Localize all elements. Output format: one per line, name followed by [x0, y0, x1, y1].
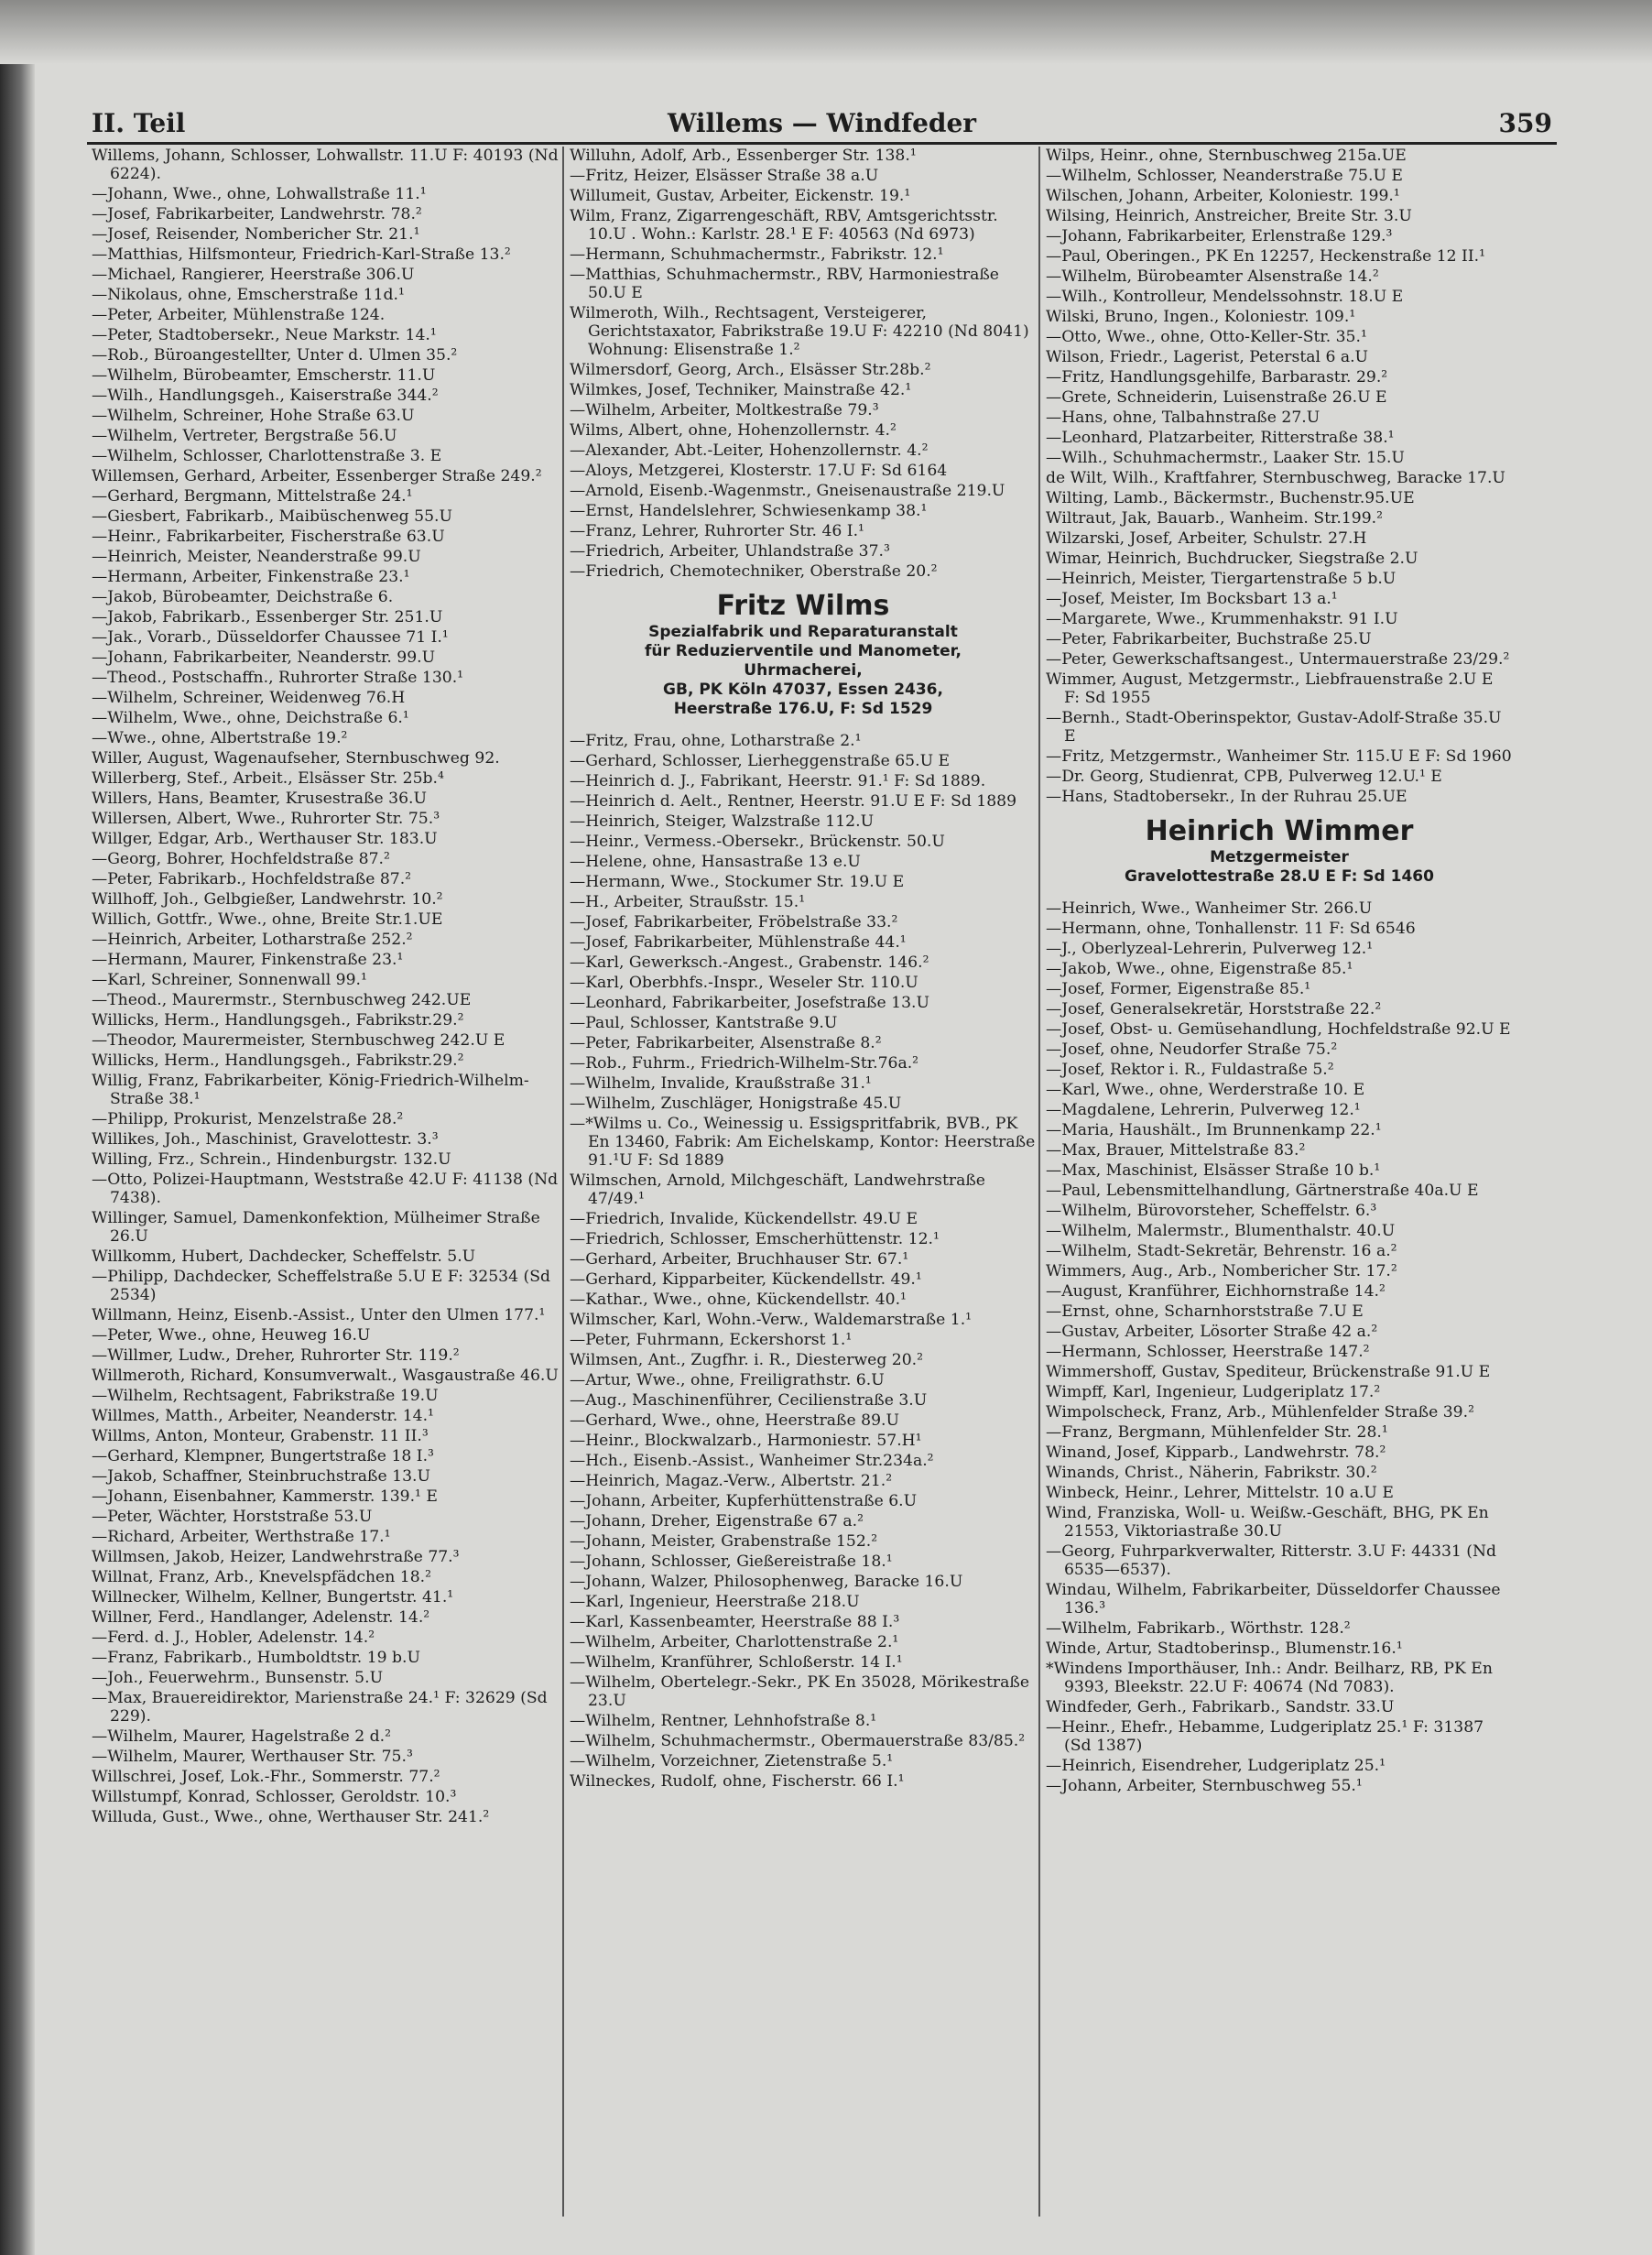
directory-entry: —Philipp, Prokurist, Menzelstraße 28.²	[92, 1110, 404, 1128]
directory-entry: —Nikolaus, ohne, Emscherstraße 11d.¹	[92, 286, 405, 304]
directory-entry: —Heinrich d. J., Fabrikant, Heerstr. 91.¹ F: Sd 1889.	[570, 772, 986, 790]
directory-entry: —Hermann, Maurer, Finkenstraße 23.¹	[92, 951, 404, 969]
directory-entry: —Jakob, Schaffner, Steinbruchstraße 13.U	[92, 1467, 430, 1486]
directory-entry: —Johann, Walzer, Philosophenweg, Baracke 16.U	[570, 1573, 963, 1591]
directory-entry: Wimmer, August, Metzgermstr., Liebfrauenstraße 2.U E F: Sd 1955	[1046, 670, 1494, 707]
directory-entry: —Leonhard, Platzarbeiter, Ritterstraße 38.¹	[1046, 429, 1395, 447]
directory-entry: —Leonhard, Fabrikarbeiter, Josefstraße 13.U	[570, 994, 929, 1012]
directory-entry: —Heinrich, Steiger, Walzstraße 112.U	[570, 812, 875, 831]
directory-entry: —Georg, Bohrer, Hochfeldstraße 87.²	[92, 850, 390, 868]
directory-entry: —Karl, Wwe., ohne, Werderstraße 10. E	[1046, 1081, 1365, 1099]
header-rule	[87, 142, 1557, 145]
directory-entry: —Wilh., Kontrolleur, Mendelssohnstr. 18.U E	[1046, 288, 1404, 306]
column-2	[570, 147, 1037, 2226]
directory-entry: Wimpff, Karl, Ingenieur, Ludgeriplatz 17.²	[1046, 1383, 1381, 1401]
directory-entry: —Karl, Gewerksch.-Angest., Grabenstr. 146.²	[570, 953, 929, 972]
directory-entry: —Theodor, Maurermeister, Sternbuschweg 242.U E	[92, 1031, 505, 1050]
directory-entry: —August, Kranführer, Eichhornstraße 14.²	[1046, 1282, 1386, 1301]
directory-entry: Willstumpf, Konrad, Schlosser, Geroldstr. 10.³	[92, 1788, 457, 1806]
directory-entry: —Hans, Stadtobersekr., In der Ruhrau 25.UE	[1046, 788, 1407, 806]
directory-entry: Willmsen, Jakob, Heizer, Landwehrstraße 77.³	[92, 1548, 460, 1566]
directory-entry: —Grete, Schneiderin, Luisenstraße 26.U E	[1046, 388, 1387, 407]
directory-entry: —Wilhelm, Bürobeamter Alsenstraße 14.²	[1046, 267, 1379, 286]
directory-entry: —Ernst, ohne, Scharnhorststraße 7.U E	[1046, 1302, 1364, 1321]
directory-entry: —Richard, Arbeiter, Werthstraße 17.¹	[92, 1528, 391, 1546]
ad-business-name: Heinrich Wimmer	[1145, 815, 1414, 847]
directory-entry: —Wilhelm, Invalide, Kraußstraße 31.¹	[570, 1074, 872, 1093]
directory-entry: —Wilhelm, Schlosser, Charlottenstraße 3. E	[92, 447, 442, 465]
ad-line: Spezialfabrik und Reparaturanstalt	[648, 623, 958, 641]
directory-entry: —Helene, ohne, Hansastraße 13 e.U	[570, 853, 861, 871]
directory-entry: —Peter, Fabrikarb., Hochfeldstraße 87.²	[92, 870, 412, 888]
book-spine-shadow	[0, 0, 35, 2255]
directory-entry: —Philipp, Dachdecker, Scheffelstraße 5.U E F: 32534 (Sd 2534)	[92, 1268, 550, 1304]
directory-entry: —Josef, Obst- u. Gemüsehandlung, Hochfeldstraße 92.U E	[1046, 1020, 1511, 1039]
directory-entry: —Wilhelm, Fabrikarb., Wörthstr. 128.²	[1046, 1619, 1351, 1638]
directory-entry: —Karl, Schreiner, Sonnenwall 99.¹	[92, 971, 367, 989]
directory-entry: —Wilhelm, Zuschläger, Honigstraße 45.U	[570, 1095, 902, 1113]
directory-entry: —Hermann, ohne, Tonhallenstr. 11 F: Sd 6546	[1046, 920, 1416, 938]
directory-entry: —Heinrich, Magaz.-Verw., Albertstr. 21.²	[570, 1472, 893, 1490]
directory-entry: —Hermann, Wwe., Stockumer Str. 19.U E	[570, 873, 905, 891]
directory-entry: —Heinrich, Wwe., Wanheimer Str. 266.U	[1046, 899, 1373, 918]
directory-entry: Wilmsen, Ant., Zugfhr. i. R., Diesterweg 20.²	[570, 1351, 924, 1369]
directory-entry: —Josef, Meister, Im Bocksbart 13 a.¹	[1046, 590, 1338, 608]
directory-entry: —Hermann, Arbeiter, Finkenstraße 23.¹	[92, 568, 410, 586]
directory-entry: —Wilhelm, Maurer, Hagelstraße 2 d.²	[92, 1727, 392, 1746]
directory-entry: —Wilhelm, Arbeiter, Moltkestraße 79.³	[570, 401, 879, 419]
directory-entry: Willger, Edgar, Arb., Werthauser Str. 183.U	[92, 830, 438, 848]
directory-entry: —Fritz, Frau, ohne, Lotharstraße 2.¹	[570, 732, 862, 750]
directory-entry: Willmes, Matth., Arbeiter, Neanderstr. 14.¹	[92, 1407, 434, 1425]
directory-entry: Wiltraut, Jak, Bauarb., Wanheim. Str.199.²	[1046, 509, 1383, 528]
directory-entry: —Peter, Stadtobersekr., Neue Markstr. 14.¹	[92, 326, 437, 344]
business-advertisement	[570, 590, 1037, 719]
column-divider	[1038, 147, 1040, 2217]
directory-entry: —Heinr., Fabrikarbeiter, Fischerstraße 63.U	[92, 528, 445, 546]
directory-entry: Willschrei, Josef, Lok.-Fhr., Sommerstr. 77.²	[92, 1768, 440, 1786]
directory-entry: —Ferd. d. J., Hobler, Adelenstr. 14.²	[92, 1629, 375, 1647]
directory-entry: Windfeder, Gerh., Fabrikarb., Sandstr. 33.U	[1046, 1698, 1395, 1716]
directory-entry: Willkomm, Hubert, Dachdecker, Scheffelstr. 5.U	[92, 1247, 476, 1266]
directory-entry: —Rob., Büroangestellter, Unter d. Ulmen 35.²	[92, 346, 458, 365]
directory-entry: —Gerhard, Wwe., ohne, Heerstraße 89.U	[570, 1411, 899, 1430]
directory-entry: —Wilhelm, Stadt-Sekretär, Behrenstr. 16 a.²	[1046, 1242, 1397, 1260]
directory-entry: —Paul, Lebensmittelhandlung, Gärtnerstraße 40a.U E	[1046, 1182, 1479, 1200]
directory-entry: —Peter, Fuhrmann, Eckershorst 1.¹	[570, 1331, 853, 1349]
directory-entry: —Hch., Eisenb.-Assist., Wanheimer Str.234a.²	[570, 1452, 934, 1470]
directory-entry: —Peter, Gewerkschaftsangest., Untermauerstraße 23/29.²	[1046, 650, 1510, 669]
directory-entry: Wilmscher, Karl, Wohn.-Verw., Waldemarstraße 1.¹	[570, 1311, 973, 1329]
directory-entry: —Wilhelm, Vorzeichner, Zietenstraße 5.¹	[570, 1752, 894, 1770]
directory-entry: —Fritz, Metzgermstr., Wanheimer Str. 115.U E F: Sd 1960	[1046, 747, 1512, 766]
directory-entry: —Jakob, Bürobeamter, Deichstraße 6.	[92, 588, 394, 606]
directory-entry: Winand, Josef, Kipparb., Landwehrstr. 78.²	[1046, 1443, 1386, 1462]
directory-entry: —Wilhelm, Schreiner, Hohe Straße 63.U	[92, 407, 415, 425]
directory-entry: —Joh., Feuerwehrm., Bunsenstr. 5.U	[92, 1669, 384, 1687]
directory-entry: Willers, Hans, Beamter, Krusestraße 36.U	[92, 790, 427, 808]
directory-entry: —Max, Brauer, Mittelstraße 83.²	[1046, 1141, 1306, 1160]
directory-entry: —Paul, Schlosser, Kantstraße 9.U	[570, 1014, 838, 1032]
directory-entry: Willmann, Heinz, Eisenb.-Assist., Unter den Ulmen 177.¹	[92, 1306, 546, 1324]
directory-entry: —Aloys, Metzgerei, Klosterstr. 17.U F: Sd 6164	[570, 462, 948, 480]
directory-entry: —Ernst, Handelslehrer, Schwiesenkamp 38.¹	[570, 502, 928, 520]
page-number: 359	[1498, 108, 1552, 138]
directory-entry: —Wilhelm, Maurer, Werthauser Str. 75.³	[92, 1748, 413, 1766]
directory-entry: Willerberg, Stef., Arbeit., Elsässer Str. 25b.⁴	[92, 769, 444, 788]
directory-entry: Wilm, Franz, Zigarrengeschäft, RBV, Amtsgerichtsstr. 10.U . Wohn.: Karlstr. 28.¹ E F: 40563 (Nd 6973)	[570, 207, 998, 244]
directory-entry: Wimpolscheck, Franz, Arb., Mühlenfelder Straße 39.²	[1046, 1403, 1474, 1422]
directory-entry: —Michael, Rangierer, Heerstraße 306.U	[92, 266, 415, 284]
ad-line: Gravelottestraße 28.U E F: Sd 1460	[1125, 867, 1434, 886]
directory-entry: —Kathar., Wwe., ohne, Kückendellstr. 40.¹	[570, 1291, 907, 1309]
business-advertisement	[1046, 815, 1513, 887]
directory-entry: —Theod., Maurermstr., Sternbuschweg 242.UE	[92, 991, 472, 1009]
directory-entry: —Otto, Polizei-Hauptmann, Weststraße 42.U F: 41138 (Nd 7438).	[92, 1171, 559, 1207]
directory-entry: —Wilhelm, Bürovorsteher, Scheffelstr. 6.³	[1046, 1202, 1377, 1220]
directory-entry: Wilms, Albert, ohne, Hohenzollernstr. 4.²	[570, 421, 897, 440]
directory-entry: —J., Oberlyzeal-Lehrerin, Pulverweg 12.¹	[1046, 940, 1374, 958]
directory-entry: Wilting, Lamb., Bäckermstr., Buchenstr.95.UE	[1046, 489, 1415, 507]
directory-entry: —Wilhelm, Rentner, Lehnhofstraße 8.¹	[570, 1712, 877, 1730]
directory-entry: —Wilhelm, Schreiner, Weidenweg 76.H	[92, 689, 406, 707]
directory-entry: —Gerhard, Klempner, Bungertstraße 18 I.³	[92, 1447, 434, 1465]
directory-entry: Winbeck, Heinr., Lehrer, Mittelstr. 10 a.U E	[1046, 1484, 1394, 1502]
directory-entry: Willms, Anton, Monteur, Grabenstr. 11 II.³	[92, 1427, 429, 1445]
directory-entry: Wilmschen, Arnold, Milchgeschäft, Landwehrstraße 47/49.¹	[570, 1171, 985, 1208]
directory-entry: —Karl, Ingenieur, Heerstraße 218.U	[570, 1593, 860, 1611]
ad-line: Heerstraße 176.U, F: Sd 1529	[673, 700, 933, 718]
directory-entry: —Friedrich, Invalide, Kückendellstr. 49.U E	[570, 1210, 918, 1228]
entry-range: Willems — Windfeder	[667, 108, 977, 138]
directory-entry: —Maria, Haushält., Im Brunnenkamp 22.¹	[1046, 1121, 1382, 1139]
directory-entry: Wilski, Bruno, Ingen., Koloniestr. 109.¹	[1046, 308, 1356, 326]
directory-entry: —Wilh., Schuhmachermstr., Laaker Str. 15.U	[1046, 449, 1405, 467]
directory-entry: —Peter, Fabrikarbeiter, Alsenstraße 8.²	[570, 1034, 882, 1052]
directory-entry: —Johann, Arbeiter, Kupferhüttenstraße 6.U	[570, 1492, 918, 1510]
directory-entry: —Giesbert, Fabrikarb., Maibüschenweg 55.U	[92, 507, 452, 526]
directory-entry: —Franz, Bergmann, Mühlenfelder Str. 28.¹	[1046, 1423, 1388, 1442]
directory-entry: —Johann, Wwe., ohne, Lohwallstraße 11.¹	[92, 185, 427, 203]
directory-entry: Willing, Frz., Schrein., Hindenburgstr. 132.U	[92, 1150, 451, 1169]
directory-entry: —Aug., Maschinenführer, Cecilienstraße 3.U	[570, 1391, 928, 1410]
directory-entry: —*Wilms u. Co., Weinessig u. Essigspritfabrik, BVB., PK En 13460, Fabrik: Am Eichelskamp, Kontor: Heerstraße 91.¹U F: Sd 1889	[570, 1115, 1036, 1170]
directory-entry: Wilmeroth, Wilh., Rechtsagent, Versteigerer, Gerichtstaxator, Fabrikstraße 19.U F: 42210 (Nd 8041) Wohnung: Elisenstraße 1.²	[570, 304, 1029, 359]
directory-entry: de Wilt, Wilh., Kraftfahrer, Sternbuschweg, Baracke 17.U	[1046, 469, 1505, 487]
directory-entry: —Otto, Wwe., ohne, Otto-Keller-Str. 35.¹	[1046, 328, 1367, 346]
directory-entry: —Heinrich, Meister, Neanderstraße 99.U	[92, 548, 421, 566]
directory-entry: —Paul, Oberingen., PK En 12257, Heckenstraße 12 II.¹	[1046, 247, 1485, 266]
directory-entry: Willersen, Albert, Wwe., Ruhrorter Str. 75.³	[92, 810, 440, 828]
directory-entry: —Rob., Fuhrm., Friedrich-Wilhelm-Str.76a.²	[570, 1054, 919, 1073]
directory-entry: —Matthias, Schuhmachermstr., RBV, Harmoniestraße 50.U E	[570, 266, 999, 302]
directory-entry: —Heinrich, Arbeiter, Lotharstraße 252.²	[92, 931, 413, 949]
directory-entry: —Jakob, Fabrikarb., Essenberger Str. 251.U	[92, 608, 443, 626]
part-label: II. Teil	[92, 108, 186, 138]
directory-entry: —Alexander, Abt.-Leiter, Hohenzollernstr. 4.²	[570, 441, 929, 460]
directory-entry: —Heinrich, Eisendreher, Ludgeriplatz 25.¹	[1046, 1757, 1386, 1775]
directory-entry: Willicks, Herm., Handlungsgeh., Fabrikstr.29.²	[92, 1051, 464, 1070]
directory-entry: —Johann, Dreher, Eigenstraße 67 a.²	[570, 1512, 864, 1531]
directory-entry: —Wilh., Handlungsgeh., Kaiserstraße 344.²	[92, 387, 439, 405]
directory-entry: Willemsen, Gerhard, Arbeiter, Essenberger Straße 249.²	[92, 467, 542, 485]
directory-entry: —Josef, Reisender, Nombericher Str. 21.¹	[92, 225, 420, 244]
directory-entry: Wilmkes, Josef, Techniker, Mainstraße 42.¹	[570, 381, 912, 399]
directory-entry: Willer, August, Wagenaufseher, Sternbuschweg 92.	[92, 749, 500, 768]
column-1	[92, 147, 559, 2226]
directory-entry: —Heinr., Vermess.-Obersekr., Brückenstr. 50.U	[570, 833, 945, 851]
directory-entry: —Johann, Arbeiter, Sternbuschweg 55.¹	[1046, 1777, 1363, 1795]
directory-entry: Willumeit, Gustav, Arbeiter, Eickenstr. 19.¹	[570, 187, 911, 205]
directory-entry: Windau, Wilhelm, Fabrikarbeiter, Düsseldorfer Chaussee 136.³	[1046, 1581, 1501, 1618]
directory-entry: —Arnold, Eisenb.-Wagenmstr., Gneisenaustraße 219.U	[570, 482, 1005, 500]
directory-entry: —Wilhelm, Schlosser, Neanderstraße 75.U E	[1046, 167, 1403, 185]
directory-entry: —Magdalene, Lehrerin, Pulverweg 12.¹	[1046, 1101, 1361, 1119]
directory-entry: *Windens Importhäuser, Inh.: Andr. Beilharz, RB, PK En 9393, Bleekstr. 22.U F: 40674 (Nd 7083).	[1046, 1660, 1493, 1696]
ad-business-name: Fritz Wilms	[716, 590, 890, 622]
ad-line: für Reduzierventile und Manometer,	[645, 642, 962, 660]
directory-entry: Wilson, Friedr., Lagerist, Peterstal 6 a.U	[1046, 348, 1369, 366]
directory-entry: —Artur, Wwe., ohne, Freiligrathstr. 6.U	[570, 1371, 885, 1389]
directory-entry: Willikes, Joh., Maschinist, Gravelottestr. 3.³	[92, 1130, 439, 1149]
directory-entry: —Josef, Fabrikarbeiter, Mühlenstraße 44.¹	[570, 933, 907, 952]
directory-entry: —Josef, Fabrikarbeiter, Landwehrstr. 78.²	[92, 205, 422, 223]
directory-entry: Willicks, Herm., Handlungsgeh., Fabrikstr.29.²	[92, 1011, 464, 1029]
directory-entry: —Peter, Fabrikarbeiter, Buchstraße 25.U	[1046, 630, 1372, 648]
directory-entry: —Franz, Lehrer, Ruhrorter Str. 46 I.¹	[570, 522, 864, 540]
directory-entry: —Bernh., Stadt-Oberinspektor, Gustav-Adolf-Straße 35.U E	[1046, 709, 1502, 746]
directory-entry: —Heinrich d. Aelt., Rentner, Heerstr. 91.U E F: Sd 1889	[570, 792, 1017, 811]
ad-line: Metzgermeister	[1210, 848, 1349, 866]
directory-entry: —Theod., Postschaffn., Ruhrorter Straße 130.¹	[92, 669, 464, 687]
directory-entry: —Dr. Georg, Studienrat, CPB, Pulverweg 12.U.¹ E	[1046, 768, 1442, 786]
directory-entry: Willhoff, Joh., Gelbgießer, Landwehrstr. 10.²	[92, 890, 443, 909]
directory-entry: —Heinr., Ehefr., Hebamme, Ludgeriplatz 25.¹ F: 31387 (Sd 1387)	[1046, 1718, 1484, 1755]
directory-entry: —H., Arbeiter, Straußstr. 15.¹	[570, 893, 806, 911]
directory-entry: —Georg, Fuhrparkverwalter, Ritterstr. 3.U F: 44331 (Nd 6535—6537).	[1046, 1542, 1497, 1579]
directory-entry: —Josef, ohne, Neudorfer Straße 75.²	[1046, 1040, 1338, 1059]
directory-entry: Wilneckes, Rudolf, ohne, Fischerstr. 66 I.¹	[570, 1772, 905, 1791]
directory-entry: Wind, Franziska, Woll- u. Weißw.-Geschäft, BHG, PK En 21553, Viktoriastraße 30.U	[1046, 1504, 1489, 1541]
directory-entry: Willnecker, Wilhelm, Kellner, Bungertstr. 41.¹	[92, 1588, 454, 1607]
directory-entry: —Wilhelm, Malermstr., Blumenthalstr. 40.U	[1046, 1222, 1396, 1240]
directory-entry: —Franz, Fabrikarb., Humboldtstr. 19 b.U	[92, 1649, 420, 1667]
directory-entry: —Wilhelm, Wwe., ohne, Deichstraße 6.¹	[92, 709, 409, 727]
directory-entry: Wilzarski, Josef, Arbeiter, Schulstr. 27.H	[1046, 529, 1367, 548]
directory-entry: —Jakob, Wwe., ohne, Eigenstraße 85.¹	[1046, 960, 1353, 978]
directory-entry: —Gustav, Arbeiter, Lösorter Straße 42 a.²	[1046, 1323, 1378, 1341]
directory-entry: Wimmers, Aug., Arb., Nombericher Str. 17.²	[1046, 1262, 1397, 1280]
directory-entry: —Wilhelm, Bürobeamter, Emscherstr. 11.U	[92, 366, 436, 385]
ad-line: Uhrmacherei,	[744, 661, 863, 680]
directory-entry: Willuda, Gust., Wwe., ohne, Werthauser Str. 241.²	[92, 1808, 490, 1826]
directory-entry: —Karl, Oberbhfs.-Inspr., Weseler Str. 110.U	[570, 974, 918, 992]
directory-entry: —Wilhelm, Schuhmachermstr., Obermauerstraße 83/85.²	[570, 1732, 1026, 1750]
directory-entry: —Wilhelm, Obertelegr.-Sekr., PK En 35028, Mörikestraße 23.U	[570, 1673, 1030, 1710]
directory-entry: —Wilhelm, Rechtsagent, Fabrikstraße 19.U	[92, 1387, 439, 1405]
directory-entry: Willnat, Franz, Arb., Knevelspfädchen 18.²	[92, 1568, 431, 1586]
directory-entry: —Peter, Wächter, Horststraße 53.U	[92, 1508, 373, 1526]
directory-entry: —Josef, Former, Eigenstraße 85.¹	[1046, 980, 1311, 998]
directory-entry: Wilmersdorf, Georg, Arch., Elsässer Str.28b.²	[570, 361, 931, 379]
directory-entry: —Hans, ohne, Talbahnstraße 27.U	[1046, 409, 1321, 427]
directory-entry: —Johann, Fabrikarbeiter, Neanderstr. 99.U	[92, 648, 436, 667]
directory-entry: —Willmer, Ludw., Dreher, Ruhrorter Str. 119.²	[92, 1346, 460, 1365]
directory-entry: —Josef, Rektor i. R., Fuldastraße 5.²	[1046, 1061, 1334, 1079]
directory-entry: —Jak., Vorarb., Düsseldorfer Chaussee 71 I.¹	[92, 628, 449, 647]
directory-entry: —Wilhelm, Vertreter, Bergstraße 56.U	[92, 427, 397, 445]
directory-entry: —Fritz, Handlungsgehilfe, Barbarastr. 29.²	[1046, 368, 1388, 387]
directory-entry: —Heinr., Blockwalzarb., Harmoniestr. 57.H¹	[570, 1432, 922, 1450]
directory-entry: Willig, Franz, Fabrikarbeiter, König-Friedrich-Wilhelm-Straße 38.¹	[92, 1072, 529, 1108]
directory-entry: —Friedrich, Schlosser, Emscherhüttenstr. 12.¹	[570, 1230, 940, 1248]
directory-entry: —Gerhard, Arbeiter, Bruchhauser Str. 67.¹	[570, 1250, 909, 1269]
directory-entry: —Peter, Wwe., ohne, Heuweg 16.U	[92, 1326, 371, 1345]
directory-entry: Wilps, Heinr., ohne, Sternbuschweg 215a.UE	[1046, 147, 1407, 165]
directory-entry: Willner, Ferd., Handlanger, Adelenstr. 14.²	[92, 1608, 430, 1627]
directory-entry: Willinger, Samuel, Damenkonfektion, Mülheimer Straße 26.U	[92, 1209, 540, 1246]
directory-entry: —Josef, Generalsekretär, Horststraße 22.²	[1046, 1000, 1382, 1019]
directory-entry: —Karl, Kassenbeamter, Heerstraße 88 I.³	[570, 1613, 900, 1631]
directory-entry: —Max, Maschinist, Elsässer Straße 10 b.¹	[1046, 1161, 1381, 1180]
directory-entry: Willmeroth, Richard, Konsumverwalt., Wasgaustraße 46.U	[92, 1367, 559, 1385]
directory-entry: —Johann, Schlosser, Gießereistraße 18.¹	[570, 1552, 893, 1571]
directory-entry: —Gerhard, Bergmann, Mittelstraße 24.¹	[92, 487, 413, 506]
directory-entry: —Wwe., ohne, Albertstraße 19.²	[92, 729, 348, 747]
directory-entry: —Hermann, Schlosser, Heerstraße 147.²	[1046, 1343, 1370, 1361]
directory-entry: —Fritz, Heizer, Elsässer Straße 38 a.U	[570, 167, 879, 185]
directory-entry: Winands, Christ., Näherin, Fabrikstr. 30.²	[1046, 1464, 1377, 1482]
directory-entry: —Josef, Fabrikarbeiter, Fröbelstraße 33.²	[570, 913, 898, 931]
directory-entry: —Wilhelm, Arbeiter, Charlottenstraße 2.¹	[570, 1633, 899, 1651]
page-top-edge	[0, 0, 1652, 64]
directory-entry: Willich, Gottfr., Wwe., ohne, Breite Str.1.UE	[92, 910, 443, 929]
ad-line: GB, PK Köln 47037, Essen 2436,	[663, 681, 943, 699]
directory-entry: —Max, Brauereidirektor, Marienstraße 24.¹ F: 32629 (Sd 229).	[92, 1689, 548, 1726]
directory-entry: —Johann, Eisenbahner, Kammerstr. 139.¹ E	[92, 1487, 438, 1506]
directory-entry: Wimmershoff, Gustav, Spediteur, Brückenstraße 91.U E	[1046, 1363, 1491, 1381]
directory-entry: —Johann, Meister, Grabenstraße 152.²	[570, 1532, 878, 1551]
directory-entry: Winde, Artur, Stadtoberinsp., Blumenstr.16.¹	[1046, 1640, 1403, 1658]
directory-entry: —Gerhard, Schlosser, Lierheggenstraße 65.U E	[570, 752, 951, 770]
directory-entry: —Matthias, Hilfsmonteur, Friedrich-Karl-Straße 13.²	[92, 245, 511, 264]
directory-entry: —Gerhard, Kipparbeiter, Kückendellstr. 49.¹	[570, 1270, 922, 1289]
directory-entry: —Hermann, Schuhmachermstr., Fabrikstr. 12.¹	[570, 245, 944, 264]
directory-entry: —Johann, Fabrikarbeiter, Erlenstraße 129.³	[1046, 227, 1393, 245]
directory-entry: Wimar, Heinrich, Buchdrucker, Siegstraße 2.U	[1046, 550, 1418, 568]
directory-entry: —Friedrich, Chemotechniker, Oberstraße 20.²	[570, 562, 938, 581]
directory-entry: Willems, Johann, Schlosser, Lohwallstr. 11.U F: 40193 (Nd 6224).	[92, 147, 559, 183]
directory-entry: —Margarete, Wwe., Krummenhakstr. 91 I.U	[1046, 610, 1398, 628]
directory-entry: Willuhn, Adolf, Arb., Essenberger Str. 138.¹	[570, 147, 917, 165]
directory-entry: —Friedrich, Arbeiter, Uhlandstraße 37.³	[570, 542, 890, 561]
directory-entry: —Heinrich, Meister, Tiergartenstraße 5 b.U	[1046, 570, 1397, 588]
directory-entry: —Wilhelm, Kranführer, Schloßerstr. 14 I.¹	[570, 1653, 903, 1672]
column-3	[1046, 147, 1513, 2226]
directory-entry: Wilsing, Heinrich, Anstreicher, Breite Str. 3.U	[1046, 207, 1412, 225]
directory-entry: Wilschen, Johann, Arbeiter, Koloniestr. 199.¹	[1046, 187, 1400, 205]
column-divider	[562, 147, 564, 2217]
directory-entry: —Peter, Arbeiter, Mühlenstraße 124.	[92, 306, 386, 324]
